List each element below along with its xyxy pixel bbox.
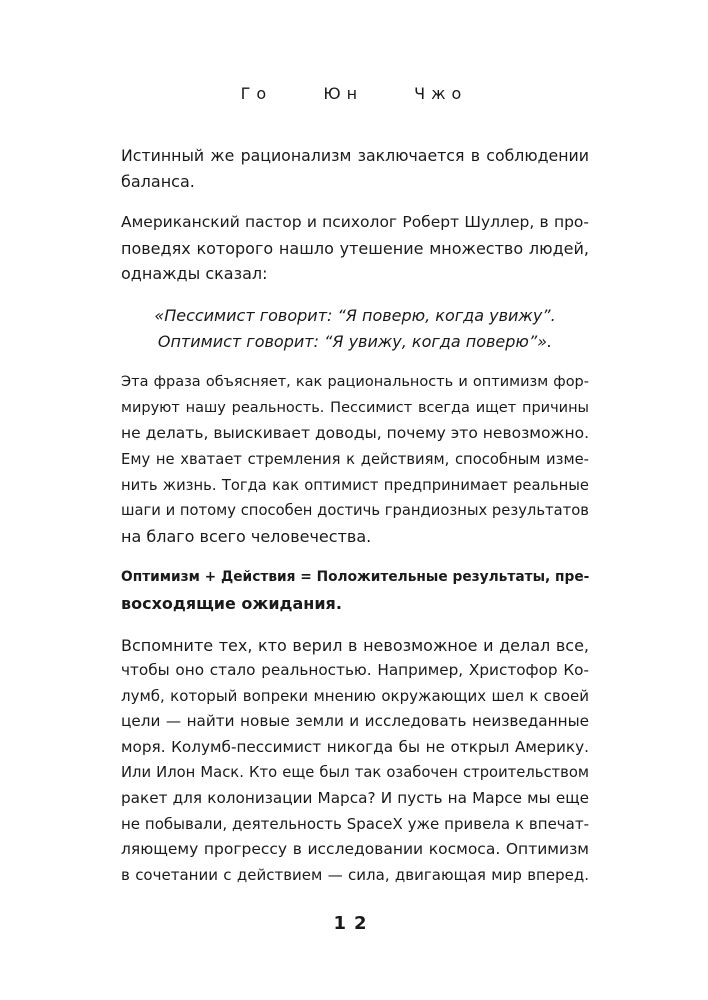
author-part-1: Го [240,84,273,103]
paragraph-examples [121,633,589,889]
author-part-2: Юн [323,84,364,103]
text-line: Или Илон Маск. Кто еще был так озабочен строительством [121,764,589,782]
paragraph-schuller [121,210,589,287]
page-number: 12 [333,913,375,934]
text-line: нить жизнь. Тогда как оптимист предпринимает реальные [121,476,589,494]
text-line: Ему не хватает стремления к действиям, способным изме- [121,450,589,468]
text-line: моря. Колумб-пессимист никогда бы не открыл Америку. [121,737,589,756]
running-header-author [0,84,708,103]
text-line: шаги и потому способен достичь грандиозных результатов [121,502,589,520]
quote-line: «Пессимист говорит: “Я поверю, когда увижу”. [154,305,556,325]
text-line: мируют нашу реальность. Пессимист всегда ищет причины [121,399,589,416]
page-body [121,143,589,888]
text-line: баланса. [121,171,195,191]
text-line: однажды сказал: [121,264,268,284]
quote-line: Оптимист говорит: “Я увижу, когда поверю”». [157,331,553,351]
text-line: Вспомните тех, кто верил в невозможное и делал все, [121,635,589,655]
text-line: цели — найти новые земли и исследовать неизведанные [121,712,589,731]
text-line: на благо всего человечества. [121,526,372,546]
text-line: в сочетании с действием — сила, двигающая мир вперед. [121,865,589,884]
text-line: не побывали, деятельность SpaceX уже привела к впечат- [121,814,589,833]
paragraph-rationalism [121,143,589,194]
text-line: Американский пастор и психолог Роберт Шуллер, в про- [121,213,589,232]
author-part-3: Чжо [414,84,468,103]
text-line: Истинный же рационализм заключается в соблюдении [121,146,589,165]
text-line: Оптимизм + Действия = Положительные результаты, пре- [121,569,590,586]
paragraph-explanation [121,370,589,549]
quote-block [121,303,589,354]
text-line: Эта фраза объясняет, как рациональность и оптимизм фор- [121,374,589,391]
text-line: поведях которого нашло утешение множество людей, [121,238,589,258]
text-line: чтобы оно стало реальностью. Например, Христофор Ко- [121,661,589,680]
text-line: ляющему прогрессу в исследовании космоса. Оптимизм [121,840,589,859]
text-line: восходящие ожидания. [121,593,342,613]
text-line: ракет для колонизации Марса? И пусть на Марсе мы еще [121,789,589,808]
text-line: не делать, выискивает доводы, почему это невозможно. [121,424,589,443]
text-line: лумб, который вопреки мнению окружающих шел к своей [121,686,589,705]
bold-formula [121,565,589,616]
